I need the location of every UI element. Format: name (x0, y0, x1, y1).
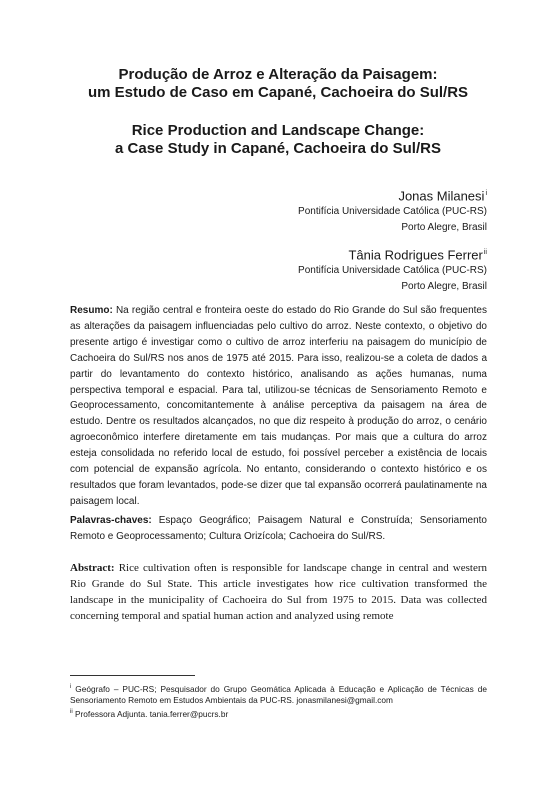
footnote-text: Geógrafo – PUC-RS; Pesquisador do Grupo Geomática Aplicada à Educação e Aplicação de Técnicas de Sensoriamento Remoto em Estudos Ambientais da PUC-RS. jonasmilanesi@gmail.com (70, 683, 487, 706)
author-footnote-mark: ii (483, 249, 487, 256)
title-pt-line2: um Estudo de Caso em Capané, Cachoeira do Sul/RS (87, 84, 469, 101)
abstract-text: Rice cultivation often is responsible for landscape change in central and western Rio Grande do Sul State. This article investigates how rice cultivation transformed the landscape in the municipality of Cachoeira do Sul from 1975 to 2015. Data was collected concerning temporal and spatial human action and analyzed using remote (70, 562, 488, 622)
footnote-mark: ii (70, 708, 73, 715)
keywords-paragraph (70, 513, 487, 545)
author-name-line (298, 186, 487, 204)
keywords-text: Espaço Geográfico; Paisagem Natural e Construída; Sensoriamento Remoto e Geoprocessamento; Cultura Orizícola; Cachoeira do Sul/RS. (70, 515, 487, 542)
footnote-mark: i (70, 684, 72, 690)
author-name: Tânia Rodrigues Ferrer (348, 247, 483, 263)
footnote-item (70, 682, 487, 707)
footnote-text: Professora Adjunta. tania.ferrer@pucrs.br (74, 708, 229, 719)
resumo-paragraph (70, 303, 487, 510)
author-location: Porto Alegre, Brasil (401, 281, 487, 293)
footnotes (70, 682, 487, 720)
abstract-label: Abstract: (70, 562, 115, 574)
resumo-label: Resumo: (70, 305, 113, 316)
abstract-paragraph (70, 560, 487, 624)
author-institution: Pontifícia Universidade Católica (PUC-RS) (298, 206, 487, 218)
resumo-text: Na região central e fronteira oeste do estado do Rio Grande do Sul são frequentes as alterações da paisagem influenciadas pelo cultivo do arroz. Neste contexto, o objetivo do presente artigo é investigar como o cultivo de arroz interferiu na paisagem do município de Cachoeira do Sul/RS nos anos de 1975 até 2015. Para isso, realizou-se a coleta de dados a partir do levantamento do contexto histórico, analisando as ações humanas, numa perspectiva temporal e espacial. Para tal, utilizou-se técnicas de Sensoriamento Remoto e Geoprocessamento, concomitantemente à análise perceptiva da paisagem na área de estudo. Dentre os resultados alcançados, no que diz respeito à produção do arroz, o cenário agroeconômico interfere diretamente em tais mudanças. Por mais que a cultura do arroz esteja consolidada no referido local de estudo, foi possível perceber a existência de locais com potencial de expansão agrícola. No entanto, considerando o contexto histórico e os resultados que foram levantados, pode-se dizer que tal expansão ocorrerá paulatinamente na paisagem local. (70, 305, 487, 507)
title-portuguese (70, 66, 486, 102)
author-name-line (298, 245, 487, 263)
author-name: Jonas Milanesi (398, 188, 485, 204)
footnote-item (70, 707, 487, 720)
title-english (70, 122, 486, 158)
footnote-divider (70, 675, 195, 676)
author-block-2 (298, 245, 487, 295)
author-location: Porto Alegre, Brasil (401, 222, 487, 234)
keywords-label: Palavras-chaves: (70, 515, 152, 526)
title-pt-line1: Produção de Arroz e Alteração da Paisagem: (118, 66, 438, 83)
author-footnote-mark: i (485, 190, 487, 197)
author-institution: Pontifícia Universidade Católica (PUC-RS) (298, 265, 487, 277)
author-block-1 (298, 186, 487, 236)
title-en-line2: a Case Study in Capané, Cachoeira do Sul/RS (115, 140, 441, 157)
title-en-line1: Rice Production and Landscape Change: (131, 122, 425, 139)
